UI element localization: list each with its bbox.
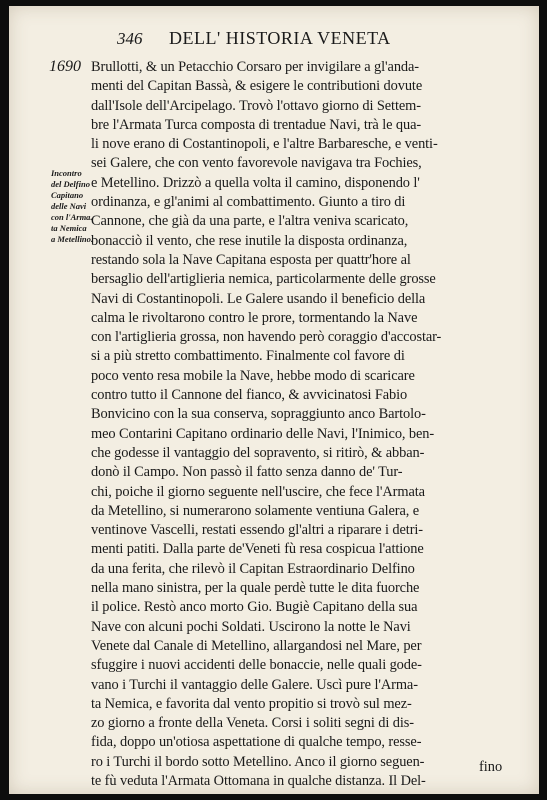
text-line: dall'Isole dell'Arcipelago. Trovò l'ottavo giorno di Settem- [91, 97, 421, 114]
text-line: e Metellino. Drizzò a quella volta il camino, disponendo l' [91, 174, 420, 191]
book-page [9, 6, 539, 794]
text-line: li nove erano di Costantinopoli, e l'altre Barbaresche, e venti- [91, 136, 438, 153]
marginal-note-line: Capitano [51, 190, 84, 200]
text-line: donò il Campo. Non passò il fatto senza danno de' Tur- [91, 464, 403, 481]
text-line: bonacciò il vento, che rese inutile la disposta ordinanza, [91, 232, 408, 249]
text-line: fida, doppo un'otiosa aspettatione di qualche tempo, resse- [91, 734, 422, 751]
text-line: Brullotti, & un Petacchio Corsaro per invigilare a gl'anda- [91, 59, 419, 75]
page-number: 346 [117, 29, 143, 48]
text-line: che godesse il vantaggio del sopravento, si ritirò, & abban- [91, 444, 425, 461]
text-line: zo giorno a fronte della Veneta. Corsi i soliti segni di dis- [91, 715, 414, 732]
body-text [91, 58, 529, 791]
text-line: te fù veduta l'Armata Ottomana in qualche distanza. Il Del- [91, 772, 426, 789]
marginal-note-line: del Delfino [51, 179, 90, 189]
text-line: bre l'Armata Turca composta di trentadue Navi, trà le qua- [91, 116, 422, 133]
text-line: calma le rivoltarono contro le prore, tormentando la Nave [91, 309, 418, 326]
text-line: il police. Restò anco morto Gio. Bugiè Capitano della sua [91, 599, 418, 616]
text-line: chi, poiche il giorno seguente nell'uscire, che fece l'Armata [91, 483, 425, 500]
margin-year: 1690 [49, 58, 81, 75]
marginal-note-line: a Metellino. [51, 234, 94, 244]
page-header [117, 28, 517, 49]
text-line: meo Contarini Capitano ordinario delle Navi, l'Inimico, ben- [91, 425, 435, 442]
marginal-note-line: con l'Arma. [51, 212, 93, 222]
text-line: poco vento resa mobile la Nave, hebbe modo di scaricare [91, 367, 415, 384]
text-line: si a più stretto combattimento. Finalmente col favore di [91, 348, 405, 365]
text-line: menti del Capitan Bassà, & esigere le contributioni dovute [91, 78, 423, 95]
text-line: ta Nemica, e favorita dal vento propitio si trovò sul mez- [91, 695, 412, 712]
text-line: menti patiti. Dalla parte de'Veneti fù resa cospicua l'attione [91, 541, 424, 558]
text-line: Nave con alcuni pochi Soldati. Uscirono la notte le Navi [91, 618, 411, 635]
text-line: restando sola la Nave Capitana esposta per quattr'hore al [91, 251, 411, 268]
catchword: fino [479, 759, 503, 775]
text-line: sfuggire i nuovi accidenti delle bonaccie, nelle quali gode- [91, 657, 422, 674]
text-line: sei Galere, che con vento favorevole navigava tra Fochies, [91, 155, 422, 172]
text-line: da Metellino, si numerarono solamente ventiuna Galera, e [91, 502, 420, 519]
marginal-note-line: ta Nemica [51, 223, 87, 233]
text-line: con l'artiglieria grossa, non havendo però coraggio d'accostar- [91, 329, 442, 346]
text-line: Bonvicino con la sua conserva, sopraggiunto anco Bartolo- [91, 406, 426, 423]
text-line: contro tutto il Cannone del fianco, & avvicinatosi Fabio [91, 387, 408, 404]
running-title: DELL' HISTORIA VENETA [169, 28, 391, 48]
text-line: ordinanza, e gl'animi al combattimento. Giunto a tiro di [91, 194, 406, 211]
text-line: nella mano sinistra, per la quale perdè tutte le dita fuorche [91, 580, 420, 597]
text-line: da una ferita, che rilevò il Capitan Estraordinario Delfino [91, 560, 415, 577]
text-line: ventinove Vascelli, restati essendo gl'altri a riparare i detri- [91, 522, 423, 539]
text-line: ro i Turchi il bordo sotto Metellino. Anco il giorno seguen- [91, 753, 425, 770]
text-line: vano i Turchi il vantaggio delle Galere. Uscì pure l'Arma- [91, 676, 418, 693]
text-line: Cannone, che già da una parte, e l'altra veniva scaricato, [91, 213, 409, 230]
marginal-note-line: Incontro [51, 168, 82, 178]
marginal-note-line: delle Navi [51, 201, 87, 211]
text-line: bersaglio dell'artiglieria nemica, particolarmente delle grosse [91, 271, 436, 288]
text-line: Venete dal Canale di Metellino, allargandosi nel Mare, per [91, 637, 422, 654]
text-line: Navi di Costantinopoli. Le Galere usando il beneficio della [91, 290, 426, 307]
